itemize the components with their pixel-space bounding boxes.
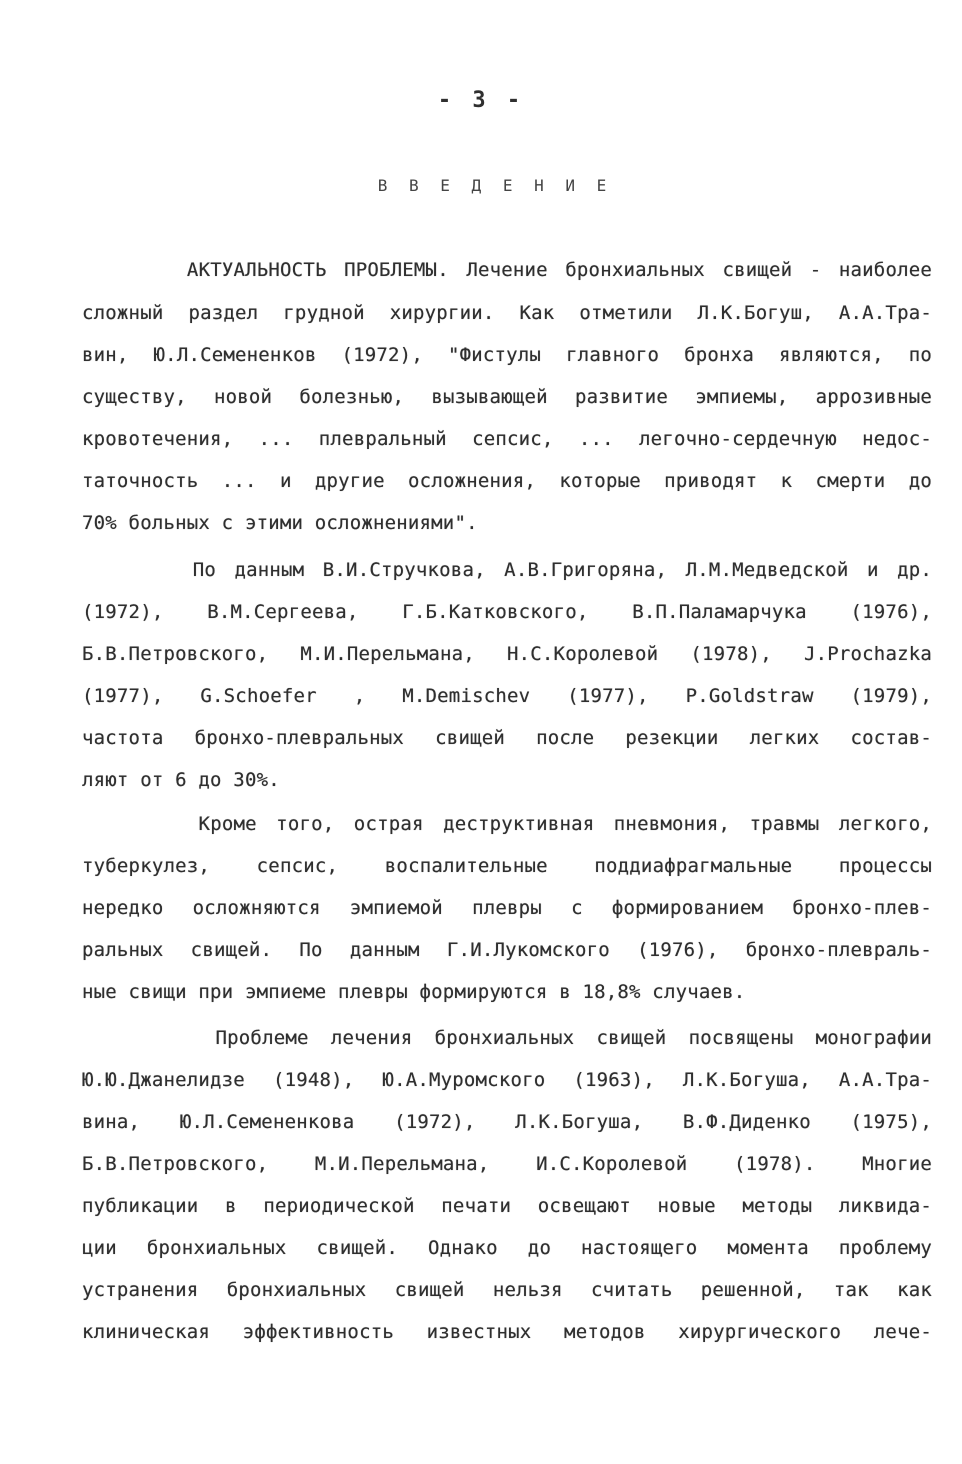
text-line: нередко осложняются эмпиемой плевры с формированием бронхо-плев- [82,897,932,919]
text-line: клиническая эффективность известных методов хирургического лече- [82,1321,932,1343]
text-line: частота бронхо-плевральных свищей после резекции легких состав- [82,727,932,749]
text-line: Ю.Ю.Джанелидзе (1948), Ю.А.Муромского (1963), Л.К.Богуша, А.А.Тра- [82,1069,932,1091]
page-number: - 3 - [437,88,525,113]
text-line: АКТУАЛЬНОСТЬ ПРОБЛЕМЫ. Лечение бронхиальных свищей - наиболее [82,259,932,281]
text-line: ные свищи при эмпиеме плевры формируются в 18,8% случаев. [82,981,746,1003]
text-line: 70% больных с этими осложнениями". [82,512,478,534]
text-line: таточность ... и другие осложнения, которые приводят к смерти до [82,470,932,492]
text-line: ральных свищей. По данным Г.И.Лукомского (1976), бронхо-плевраль- [82,939,932,961]
text-line: ции бронхиальных свищей. Однако до настоящего момента проблему [82,1237,932,1259]
text-line: вин, Ю.Л.Семененков (1972), "Фистулы главного бронха являются, по [82,344,932,366]
text-line: вина, Ю.Л.Семененкова (1972), Л.К.Богуша, В.Ф.Диденко (1975), [82,1111,932,1133]
text-line: ляют от 6 до 30%. [82,769,280,791]
text-line: устранения бронхиальных свищей нельзя считать решенной, так как [82,1279,932,1301]
text-line: (1977), G.Schoefer , M.Demischev (1977), P.Goldstraw (1979), [82,685,932,707]
text-line: Кроме того, острая деструктивная пневмония, травмы легкого, [82,813,932,835]
text-line: (1972), В.М.Сергеева, Г.Б.Катковского, В.П.Паламарчука (1976), [82,601,932,623]
text-line: публикации в периодической печати освещают новые методы ликвида- [82,1195,932,1217]
text-line: По данным В.И.Стручкова, А.В.Григоряна, Л.М.Медведской и др. [82,559,932,581]
text-line: Б.В.Петровского, М.И.Перельмана, И.С.Королевой (1978). Многие [82,1153,932,1175]
text-line: сложный раздел грудной хирургии. Как отметили Л.К.Богуш, А.А.Тра- [82,302,932,324]
text-line: кровотечения, ... плевральный сепсис, ... легочно-сердечную недос- [82,428,932,450]
text-line: Проблеме лечения бронхиальных свищей посвящены монографии [82,1027,932,1049]
text-line: существу, новой болезнью, вызывающей развитие эмпиемы, аррозивные [82,386,932,408]
text-line: Б.В.Петровского, М.И.Перельмана, Н.С.Королевой (1978), J.Prochazka [82,643,932,665]
section-heading: В В Е Д Е Н И Е [377,176,613,195]
text-line: туберкулез, сепсис, воспалительные поддиафрагмальные процессы [82,855,932,877]
